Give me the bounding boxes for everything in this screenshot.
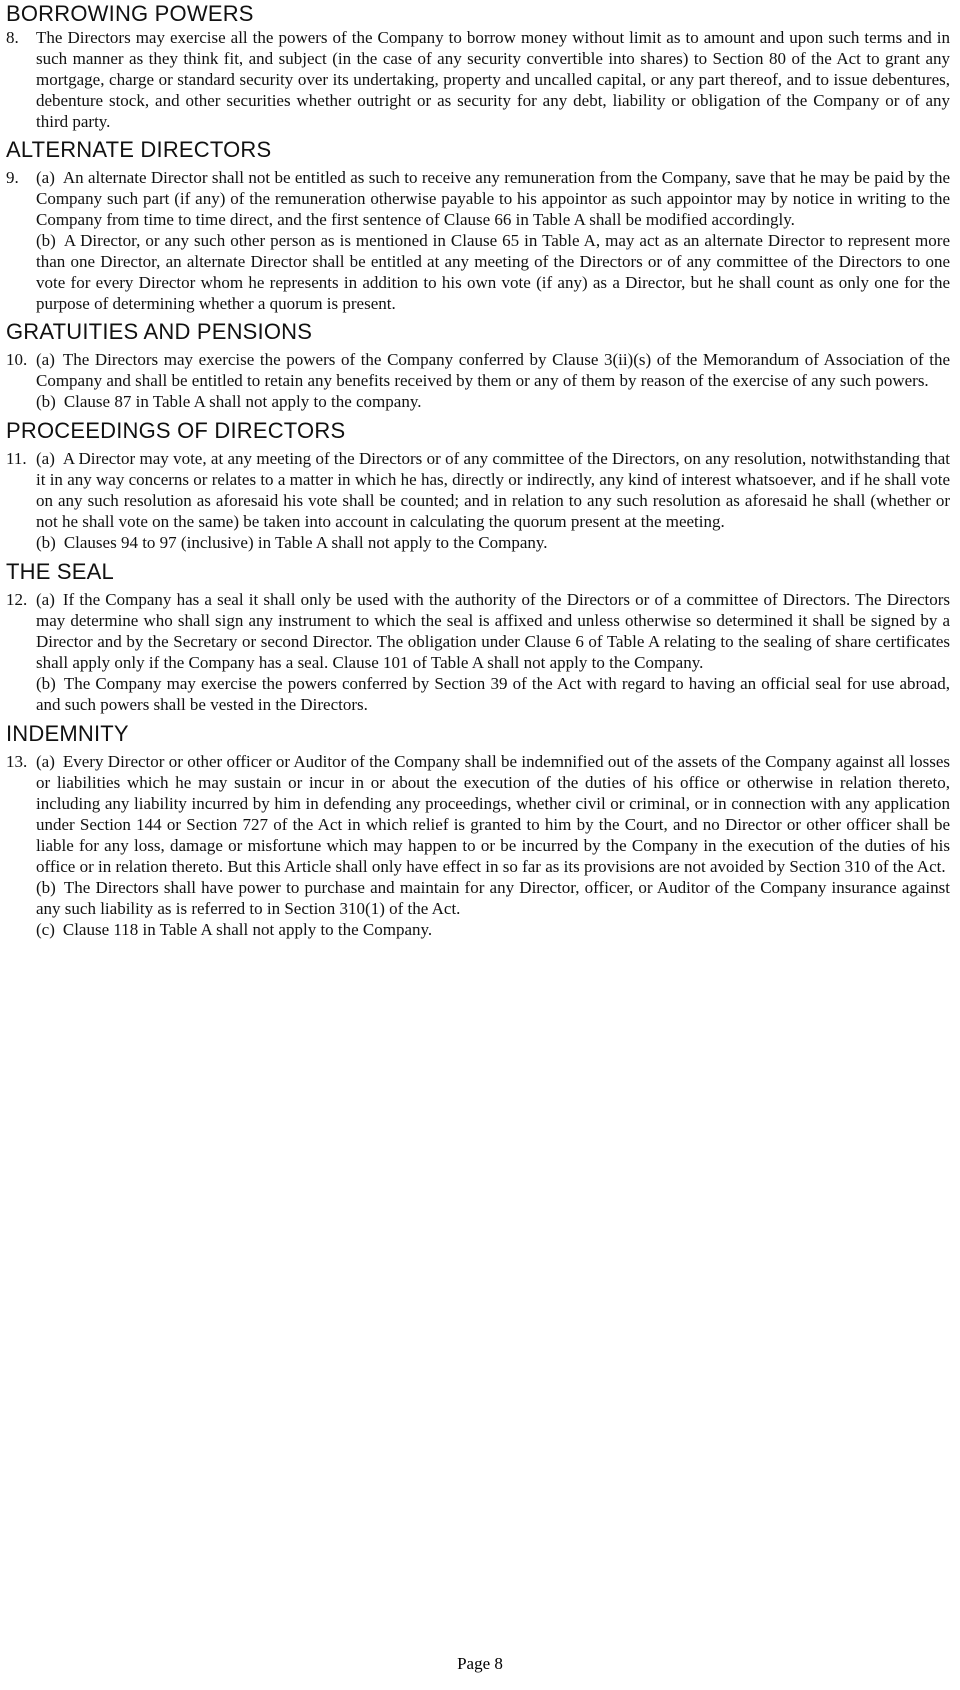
clause-text: The Directors may exercise the powers of the Company conferred by Clause 3(ii)(s) of the Memorandum of Association of the Company and shall be entitled to retain any benefits received by them or any of them by reason of the exercise of any such powers. bbox=[36, 350, 950, 390]
page-number: Page 8 bbox=[457, 1654, 503, 1673]
sub-label: (a) bbox=[36, 350, 55, 369]
clause-13b bbox=[6, 877, 950, 919]
sub-label: (a) bbox=[36, 590, 55, 609]
clause-10a bbox=[6, 349, 950, 391]
section-indemnity bbox=[6, 721, 950, 940]
sub-label: (b) bbox=[36, 878, 56, 897]
sub-label: (a) bbox=[36, 752, 55, 771]
clause-number: 10. bbox=[6, 350, 28, 369]
clause-13a bbox=[6, 751, 950, 877]
clause-13c bbox=[6, 919, 950, 940]
sub-label: (b) bbox=[36, 674, 56, 693]
section-the-seal bbox=[6, 559, 950, 715]
clause-10b bbox=[6, 391, 950, 412]
section-proceedings-of-directors bbox=[6, 418, 950, 553]
section-heading: ALTERNATE DIRECTORS bbox=[6, 137, 272, 162]
clause-number: 8. bbox=[6, 28, 19, 47]
sub-label: (a) bbox=[36, 168, 55, 187]
section-heading: THE SEAL bbox=[6, 559, 114, 584]
clause-text: Every Director or other officer or Auditor of the Company shall be indemnified out of the assets of the Company against all losses or liabilities which he may sustain or incur in or about the execution of the duties of his office or otherwise in relation thereto, including any liability incurred by him in defending any proceedings, whether civil or criminal, or in connection with any application under Section 144 or Section 727 of the Act in which relief is granted to him by the Court, and no Director or other officer shall be liable for any loss, damage or misfortune which may happen to or be incurred by the Company in the execution of the duties of his office or in relation thereto. But this Article shall only have effect in so far as its provisions are not avoided by Section 310 of the Act. bbox=[36, 752, 950, 876]
clause-11a bbox=[6, 448, 950, 532]
clause-number: 11. bbox=[6, 449, 27, 468]
clause-9a bbox=[6, 167, 950, 230]
sub-label: (a) bbox=[36, 449, 55, 468]
clause-number: 9. bbox=[6, 168, 19, 187]
clause-text: A Director, or any such other person as is mentioned in Clause 65 in Table A, may act as an alternate Director to represent more than one Director, an alternate Director shall be entitled at any meeting of the Directors or of any committee of the Directors to one vote for every Director whom he represents in addition to his own vote (if any) as a Director, but he shall count as only one for the purpose of determining whether a quorum is present. bbox=[36, 231, 950, 313]
clause-12b bbox=[6, 673, 950, 715]
sub-label: (b) bbox=[36, 533, 56, 552]
clause-text: A Director may vote, at any meeting of the Directors or of any committee of the Directors, on any resolution, notwithstanding that it in any way concerns or relates to a matter in which he has, directly or indirectly, any kind of interest whatsoever, and if he shall vote on any such resolution as aforesaid his vote shall be counted; and in relation to any such resolution as aforesaid he shall (whether or not he shall vote on the same) be taken into account in calculating the quorum present at the meeting. bbox=[36, 449, 950, 531]
clause-11b bbox=[6, 532, 950, 553]
clause-number: 12. bbox=[6, 590, 28, 609]
clause-text: An alternate Director shall not be entitled as such to receive any remuneration from the Company, save that he may be paid by the Company such part (if any) of the remuneration otherwise payable to his appointor as such appointor may by notice in writing to the Company from time to time direct, and the first sentence of Clause 66 in Table A shall be modified accordingly. bbox=[36, 168, 950, 229]
clause-text: The Company may exercise the powers conferred by Section 39 of the Act with regard to having an official seal for use abroad, and such powers shall be vested in the Directors. bbox=[36, 674, 950, 714]
section-heading: BORROWING POWERS bbox=[6, 1, 254, 26]
section-heading: GRATUITIES AND PENSIONS bbox=[6, 319, 313, 344]
clause-8 bbox=[6, 27, 950, 132]
section-borrowing-powers bbox=[6, 1, 950, 132]
clause-9b bbox=[6, 230, 950, 314]
clause-text: The Directors shall have power to purchase and maintain for any Director, officer, or Auditor of the Company insurance against any such liability as is referred to in Section 310(1) of the Act. bbox=[36, 878, 950, 918]
sub-label: (b) bbox=[36, 392, 56, 411]
section-alternate-directors bbox=[6, 137, 950, 314]
section-heading: INDEMNITY bbox=[6, 721, 129, 746]
section-heading: PROCEEDINGS OF DIRECTORS bbox=[6, 418, 346, 443]
sub-label: (b) bbox=[36, 231, 56, 250]
sub-label: (c) bbox=[36, 920, 55, 939]
clause-text: Clause 118 in Table A shall not apply to the Company. bbox=[62, 920, 433, 939]
section-gratuities-pensions bbox=[6, 319, 950, 412]
clause-text: If the Company has a seal it shall only be used with the authority of the Directors or of a committee of Directors. The Directors may determine who shall sign any instrument to which the seal is affixed and unless otherwise so determined it shall be signed by a Director and by the Secretary or second Director. The obligation under Clause 6 of Table A relating to the sealing of share certificates shall apply only if the Company has a seal. Clause 101 of Table A shall not apply to the Company. bbox=[36, 590, 950, 672]
clause-text: Clause 87 in Table A shall not apply to the company. bbox=[63, 392, 422, 411]
clause-text: The Directors may exercise all the powers of the Company to borrow money without limit as to amount and upon such terms and in such manner as they think fit, and subject (in the case of any security convertible into shares) to Section 80 of the Act to grant any mortgage, charge or standard security over its undertaking, property and uncalled capital, or any part thereof, and to issue debentures, debenture stock, and other securities whether outright or as security for any debt, liability or obligation of the Company or of any third party. bbox=[36, 28, 950, 131]
clause-number: 13. bbox=[6, 752, 28, 771]
clause-text: Clauses 94 to 97 (inclusive) in Table A shall not apply to the Company. bbox=[63, 533, 548, 552]
clause-12a bbox=[6, 589, 950, 673]
